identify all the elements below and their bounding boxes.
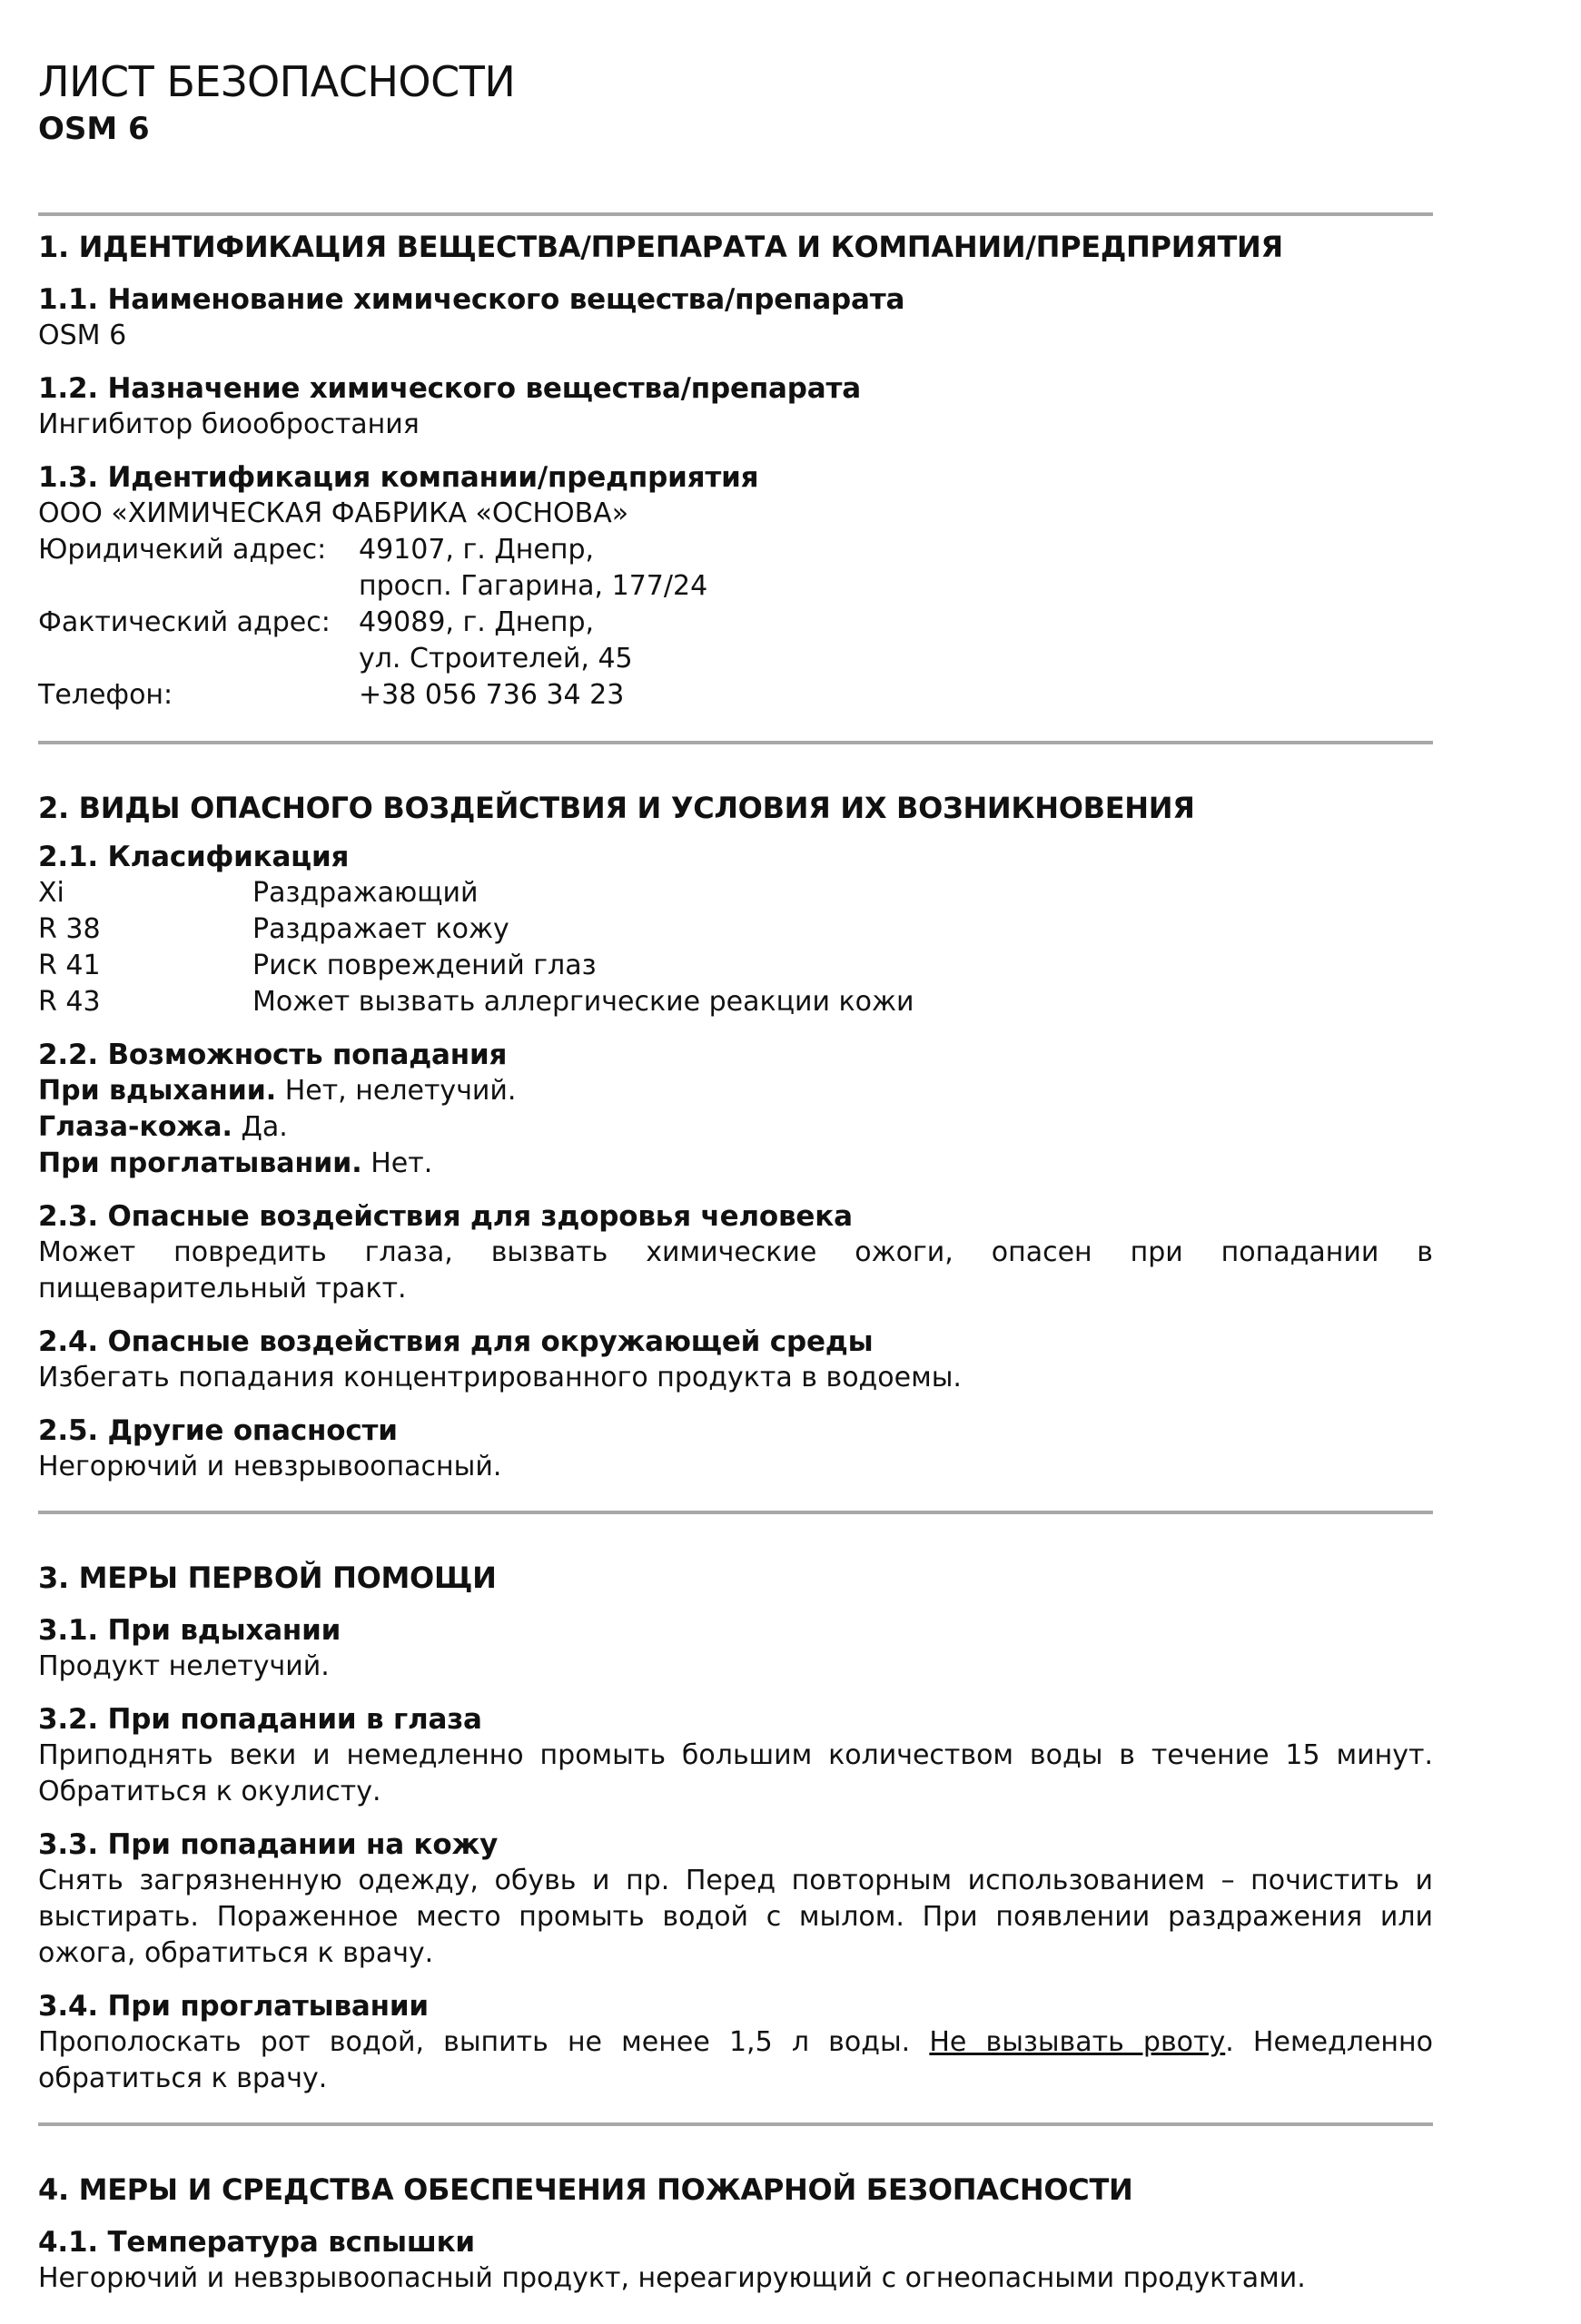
section-divider [38, 1511, 1433, 1514]
exposure-eyes-skin-label: Глаза-кожа. [38, 1111, 232, 1143]
section-divider [38, 212, 1433, 216]
exposure-ingestion-label: При проглатывании. [38, 1147, 362, 1179]
actual-address-line2: ул. Строителей, 45 [359, 643, 633, 675]
section-divider [38, 741, 1433, 744]
subsection-1-3-title: 1.3. Идентификация компании/предприятия [38, 461, 759, 494]
legal-address-row [38, 532, 1433, 568]
exposure-eyes-skin [38, 1109, 1433, 1146]
section-3 [38, 1560, 1433, 2097]
subsection-3-3-title: 3.3. При попадании на кожу [38, 1828, 499, 1861]
phone-number: +38 056 736 34 23 [359, 679, 625, 711]
actual-address-row-2 [38, 641, 1433, 677]
other-hazards-text: Негорючий и невзрывоопасный. [38, 1451, 502, 1482]
exposure-ingestion-text: Нет. [361, 1147, 433, 1179]
classification-desc: Раздражающий [252, 877, 479, 909]
classification-code: R 43 [38, 986, 101, 1018]
substance-purpose: Ингибитор биообростания [38, 409, 420, 440]
phone-row [38, 677, 1433, 714]
first-aid-ingestion-text-a: Прополоскать рот водой, выпить не менее 1,5 л воды. [38, 2026, 930, 2058]
exposure-inhalation-text: Нет, нелетучий. [276, 1075, 517, 1107]
subsection-3-1-title: 3.1. При вдыхании [38, 1614, 341, 1647]
actual-address-label: Фактический адрес: [38, 606, 331, 638]
section-1-title: 1. ИДЕНТИФИКАЦИЯ ВЕЩЕСТВА/ПРЕПАРАТА И КОМПАНИИ/ПРЕДПРИЯТИЯ [38, 230, 1283, 264]
exposure-ingestion [38, 1146, 1433, 1182]
subsection-2-1-title: 2.1. Класификация [38, 841, 350, 873]
classification-code: Xi [38, 877, 64, 909]
section-4 [38, 2171, 1433, 2297]
classification-row [38, 875, 1433, 911]
subsection-2-3-title: 2.3. Опасные воздействия для здоровья человека [38, 1200, 853, 1233]
environment-hazards-text: Избегать попадания концентрированного продукта в водоемы. [38, 1362, 962, 1393]
exposure-inhalation [38, 1073, 1433, 1109]
classification-row [38, 984, 1433, 1020]
product-name: OSM 6 [38, 111, 150, 147]
subsection-3-4-title: 3.4. При проглатывании [38, 1990, 429, 2023]
document-title: ЛИСТ БЕЗОПАСНОСТИ [38, 57, 516, 106]
actual-address-row [38, 605, 1433, 641]
subsection-2-2-title: 2.2. Возможность попадания [38, 1039, 508, 1071]
actual-address-line1: 49089, г. Днепр, [359, 606, 595, 638]
no-vomiting-warning: Не вызывать рвоту [929, 2026, 1226, 2058]
subsection-3-2-title: 3.2. При попадании в глаза [38, 1703, 482, 1736]
phone-label: Телефон: [38, 679, 173, 711]
section-2-title: 2. ВИДЫ ОПАСНОГО ВОЗДЕЙСТВИЯ И УСЛОВИЯ ИХ ВОЗНИКНОВЕНИЯ [38, 791, 1195, 825]
legal-address-label: Юридичекий адрес: [38, 534, 327, 566]
subsection-4-1-title: 4.1. Температура вспышки [38, 2226, 475, 2259]
section-2 [38, 790, 1433, 1485]
legal-address-line2: просп. Гагарина, 177/24 [359, 570, 708, 602]
classification-code: R 38 [38, 913, 101, 945]
classification-desc: Может вызвать аллергические реакции кожи [252, 986, 914, 1018]
classification-desc: Раздражает кожу [252, 913, 509, 945]
first-aid-ingestion-text-b: . Немедленно обратиться к врачу. [38, 2026, 1433, 2094]
classification-code: R 41 [38, 950, 101, 981]
first-aid-ingestion-text [38, 2024, 1433, 2097]
exposure-eyes-skin-text: Да. [232, 1111, 288, 1143]
subsection-2-5-title: 2.5. Другие опасности [38, 1414, 398, 1447]
document-page [38, 56, 1433, 2297]
exposure-inhalation-label: При вдыхании. [38, 1075, 277, 1107]
substance-name: OSM 6 [38, 320, 127, 351]
first-aid-eyes-text: Приподнять веки и немедленно промыть большим количеством воды в течение 15 минут. Обратиться к окулисту. [38, 1739, 1433, 1807]
subsection-1-2-title: 1.2. Назначение химического вещества/препарата [38, 372, 861, 405]
flash-point-text: Негорючий и невзрывоопасный продукт, нереагирующий с огнеопасными продуктами. [38, 2262, 1306, 2294]
company-name: ООО «ХИМИЧЕСКАЯ ФАБРИКА «ОСНОВА» [38, 497, 629, 529]
health-hazards-text: Может повредить глаза, вызвать химические ожоги, опасен при попадании в пищеварительный тракт. [38, 1236, 1433, 1305]
first-aid-inhalation-text: Продукт нелетучий. [38, 1650, 330, 1682]
section-4-title: 4. МЕРЫ И СРЕДСТВА ОБЕСПЕЧЕНИЯ ПОЖАРНОЙ БЕЗОПАСНОСТИ [38, 2172, 1133, 2207]
legal-address-row-2 [38, 568, 1433, 605]
section-1 [38, 229, 1433, 714]
subsection-2-4-title: 2.4. Опасные воздействия для окружающей среды [38, 1325, 874, 1358]
section-divider [38, 2122, 1433, 2126]
section-3-title: 3. МЕРЫ ПЕРВОЙ ПОМОЩИ [38, 1561, 497, 1595]
subsection-1-1-title: 1.1. Наименование химического вещества/препарата [38, 283, 905, 316]
classification-row [38, 948, 1433, 984]
legal-address-line1: 49107, г. Днепр, [359, 534, 595, 566]
classification-desc: Риск повреждений глаз [252, 950, 597, 981]
classification-row [38, 911, 1433, 948]
first-aid-skin-text: Снять загрязненную одежду, обувь и пр. Перед повторным использованием – почистить и выстирать. Пораженное место промыть водой с мылом. При появлении раздражения или ожога, обратиться к врачу. [38, 1865, 1433, 1969]
